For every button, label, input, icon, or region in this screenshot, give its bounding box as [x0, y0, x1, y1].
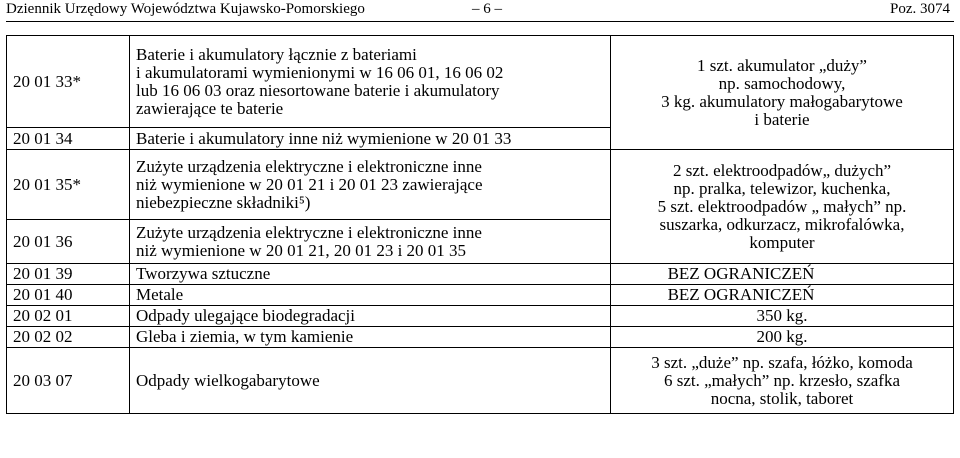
batteries-limit — [611, 36, 954, 150]
waste-code: 20 03 07 — [7, 348, 130, 414]
waste-description: Metale — [130, 285, 611, 306]
waste-limit — [611, 348, 954, 414]
table-row — [7, 264, 954, 285]
waste-description: Gleba i ziemia, w tym kamienie — [130, 327, 611, 348]
limit-line: 3 szt. „duże” np. szafa, łóżko, komoda — [651, 352, 913, 372]
description-line: Zużyte urządzenia elektryczne i elektroniczne inne — [136, 156, 482, 176]
waste-limit: BEZ OGRANICZEŃ — [611, 264, 954, 285]
journal-title: Dziennik Urzędowy Województwa Kujawsko-Pomorskiego — [6, 1, 365, 17]
limit-line: 3 kg. akumulatory małogabarytowe — [661, 91, 903, 111]
description-line: Baterie i akumulatory łącznie z bateriami — [136, 44, 417, 64]
waste-code: 20 01 39 — [7, 264, 130, 285]
waste-description — [130, 150, 611, 220]
waste-code: 20 01 36 — [7, 220, 130, 264]
table-row — [7, 348, 954, 414]
page-header — [6, 0, 954, 18]
limit-line: 5 szt. elektroodpadów „ małych” np. — [657, 196, 907, 216]
description-line: Baterie i akumulatory inne niż wymienione w 20 01 33 — [136, 128, 512, 148]
limit-line: nocna, stolik, taboret — [710, 388, 854, 408]
waste-description: Odpady wielkogabarytowe — [130, 348, 611, 414]
waste-code: 20 01 40 — [7, 285, 130, 306]
limit-line: suszarka, odkurzacz, mikrofalówka, — [659, 214, 905, 234]
limit-line: np. samochodowy, — [718, 73, 846, 93]
table-row — [7, 306, 954, 327]
waste-limit: BEZ OGRANICZEŃ — [611, 285, 954, 306]
electro-limit — [611, 150, 954, 264]
limit-line: i baterie — [754, 109, 810, 129]
limit-line: 6 szt. „małych” np. krzesło, szafka — [663, 370, 901, 390]
position-number: Poz. 3074 — [890, 1, 950, 17]
waste-code: 20 01 33* — [7, 36, 130, 128]
waste-description: Tworzywa sztuczne — [130, 264, 611, 285]
limit-line: 2 szt. elektroodpadów„ dużych” — [672, 160, 892, 180]
waste-description — [130, 220, 611, 264]
description-line: niebezpieczne składniki⁵) — [136, 192, 311, 212]
waste-limit: 200 kg. — [611, 327, 954, 348]
waste-description: Odpady ulegające biodegradacji — [130, 306, 611, 327]
waste-code: 20 02 02 — [7, 327, 130, 348]
description-line: niż wymienione w 20 01 21, 20 01 23 i 20 01 35 — [136, 240, 467, 260]
table-row — [7, 327, 954, 348]
table-row — [7, 150, 954, 220]
limit-line: komputer — [749, 232, 815, 252]
waste-description — [130, 36, 611, 128]
description-line: zawierające te baterie — [136, 98, 284, 118]
waste-code: 20 01 34 — [7, 128, 130, 150]
waste-limit: 350 kg. — [611, 306, 954, 327]
header-rule — [6, 21, 954, 22]
waste-limits-table — [6, 35, 954, 414]
limit-line: np. pralka, telewizor, kuchenka, — [673, 178, 891, 198]
table-row — [7, 285, 954, 306]
waste-code: 20 01 35* — [7, 150, 130, 220]
description-line: Zużyte urządzenia elektryczne i elektroniczne inne — [136, 222, 482, 242]
description-line: niż wymienione w 20 01 21 i 20 01 23 zawierające — [136, 174, 483, 194]
waste-description — [130, 128, 611, 150]
waste-code: 20 02 01 — [7, 306, 130, 327]
description-line: lub 16 06 03 oraz niesortowane baterie i akumulatory — [136, 80, 500, 100]
description-line: i akumulatorami wymienionymi w 16 06 01, 16 06 02 — [136, 62, 504, 82]
page-number: – 6 – — [472, 1, 502, 17]
table-row — [7, 36, 954, 128]
limit-line: 1 szt. akumulator „duży” — [697, 55, 867, 75]
